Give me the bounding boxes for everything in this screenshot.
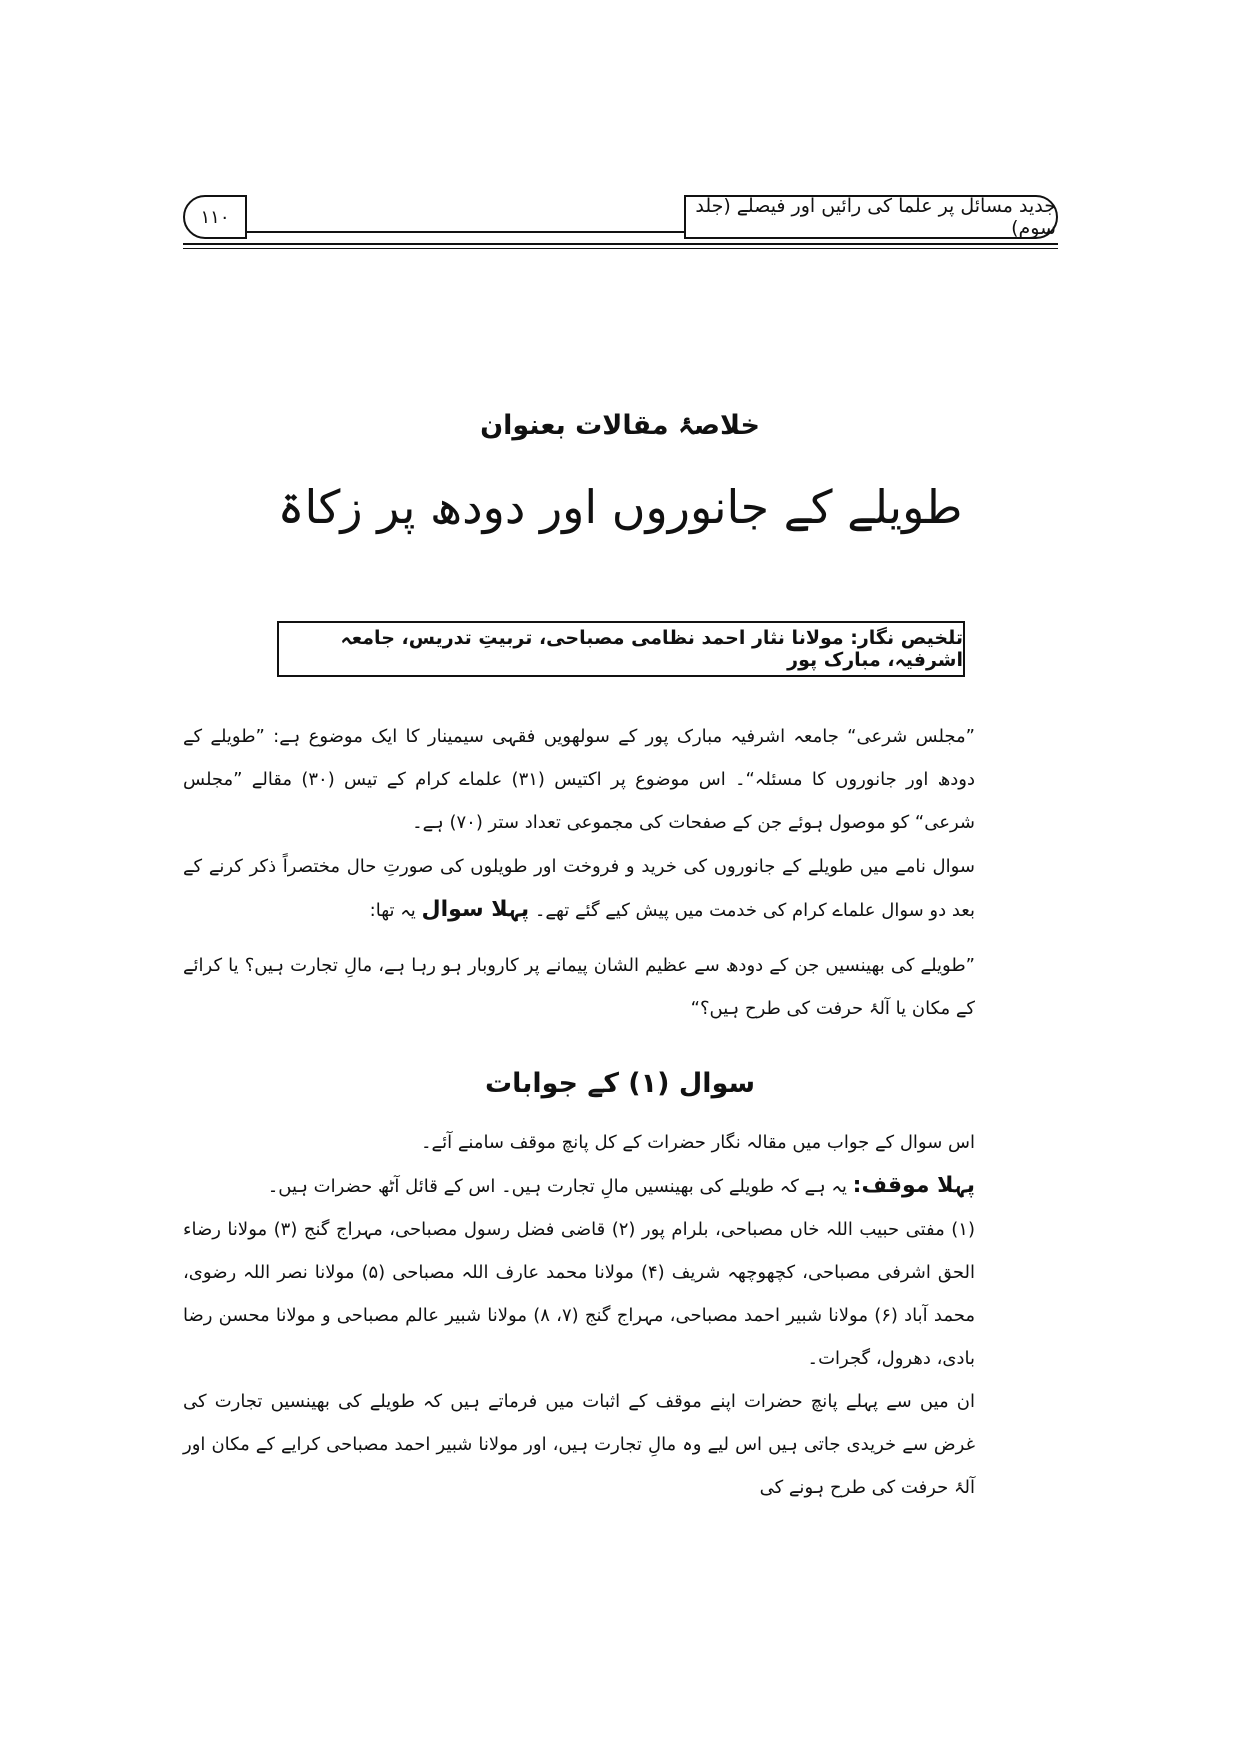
- running-header: [183, 195, 1058, 245]
- intro-text: ”مجلس شرعی“ جامعہ اشرفیہ مبارک پور کے سولھویں فقہی سیمینار کا ایک موضوع ہے: ”طویلے کے دودھ اور جانوروں کا مسئلہ“۔ اس موضوع پر اکتیس (۳۱) علماے کرام کے تیس (۳۰) مقالے ”مجلس شرعی“ کو موصول ہوئے جن کے صفحات کی مجموعی تعداد ستر (۷۰) ہے۔: [183, 726, 975, 833]
- scholar-names: (۱) مفتی حبیب اللہ خاں مصباحی، بلرام پور (۲) قاضی فضل رسول مصباحی، مہراج گنج (۳) مولانا رضاء الحق اشرفی مصباحی، کچھوچھہ شریف (۴) مولانا محمد عارف اللہ مصباحی (۵) مولانا نصر اللہ رضوی، محمد آباد (۶) مولانا شبیر احمد مصباحی، مہراج گنج (۷، ۸) مولانا شبیر عالم مصباحی و مولانا محسن رضا بادی، دھرول، گجرات۔: [183, 1219, 976, 1369]
- answers-section: [183, 1121, 975, 1509]
- question-intro-text: سوال نامے میں طویلے کے جانوروں کی خرید و فروخت اور طویلوں کی صورتِ حال مختصراً ذکر کرنے کے بعد دو سوال علماے کرام کی خدمت میں پیش کیے گئے تھے۔: [183, 856, 975, 921]
- position-1-label: پہلا موقف:: [852, 1173, 975, 1198]
- page-number: ۱۱۰: [200, 206, 230, 228]
- question-quote: [183, 944, 975, 1030]
- question-intro-paragraph: [183, 845, 975, 932]
- author-line: تلخیص نگار: مولانا نثار احمد نظامی مصباحی، تربیتِ تدریس، جامعہ اشرفیہ، مبارک پور: [340, 627, 963, 671]
- closing-paragraph: ان میں سے پہلے پانچ حضرات اپنے موقف کے اثبات میں فرماتے ہیں کہ طویلے کی بھینسیں تجارت کی غرض سے خریدی جاتی ہیں اس لیے وہ مالِ تجارت ہیں، اور مولانا شبیر احمد مصباحی کرایے کے مکان اور آلۂ حرفت کی طرح ہونے کی: [183, 1391, 975, 1498]
- intro-paragraph: [183, 715, 975, 844]
- book-title-box: [684, 195, 1058, 239]
- first-question-label: پہلا سوال: [421, 897, 530, 922]
- answers-intro: اس سوال کے جواب میں مقالہ نگار حضرات کے کل پانچ موقف سامنے آئے۔: [421, 1132, 975, 1153]
- book-title: جدید مسائل پر علما کی رائیں اور فیصلے (جلد سوم): [695, 195, 1056, 239]
- page-number-box: [183, 195, 247, 239]
- header-divider: [183, 243, 1058, 245]
- article-overline: خلاصۂ مقالات بعنوان: [480, 410, 760, 441]
- article-title: طویلے کے جانوروں اور دودھ پر زکاۃ: [277, 480, 963, 534]
- position-1-text: یہ ہے کہ طویلے کی بھینسیں مالِ تجارت ہیں۔ اس کے قائل آٹھ حضرات ہیں۔: [267, 1176, 847, 1197]
- position-1-paragraph: [183, 1164, 975, 1208]
- question-text: ”طویلے کی بھینسیں جن کے دودھ سے عظیم الشان پیمانے پر کاروبار ہو رہا ہے، مالِ تجارت ہیں؟ یا کرائے کے مکان یا آلۂ حرفت کی طرح ہیں؟“: [183, 955, 975, 1019]
- first-question-tail: یہ تھا:: [369, 900, 416, 921]
- answers-heading: سوال (۱) کے جوابات: [484, 1068, 756, 1099]
- author-box: [277, 621, 965, 677]
- header-rule: [247, 231, 684, 233]
- header-divider-thin: [183, 248, 1058, 249]
